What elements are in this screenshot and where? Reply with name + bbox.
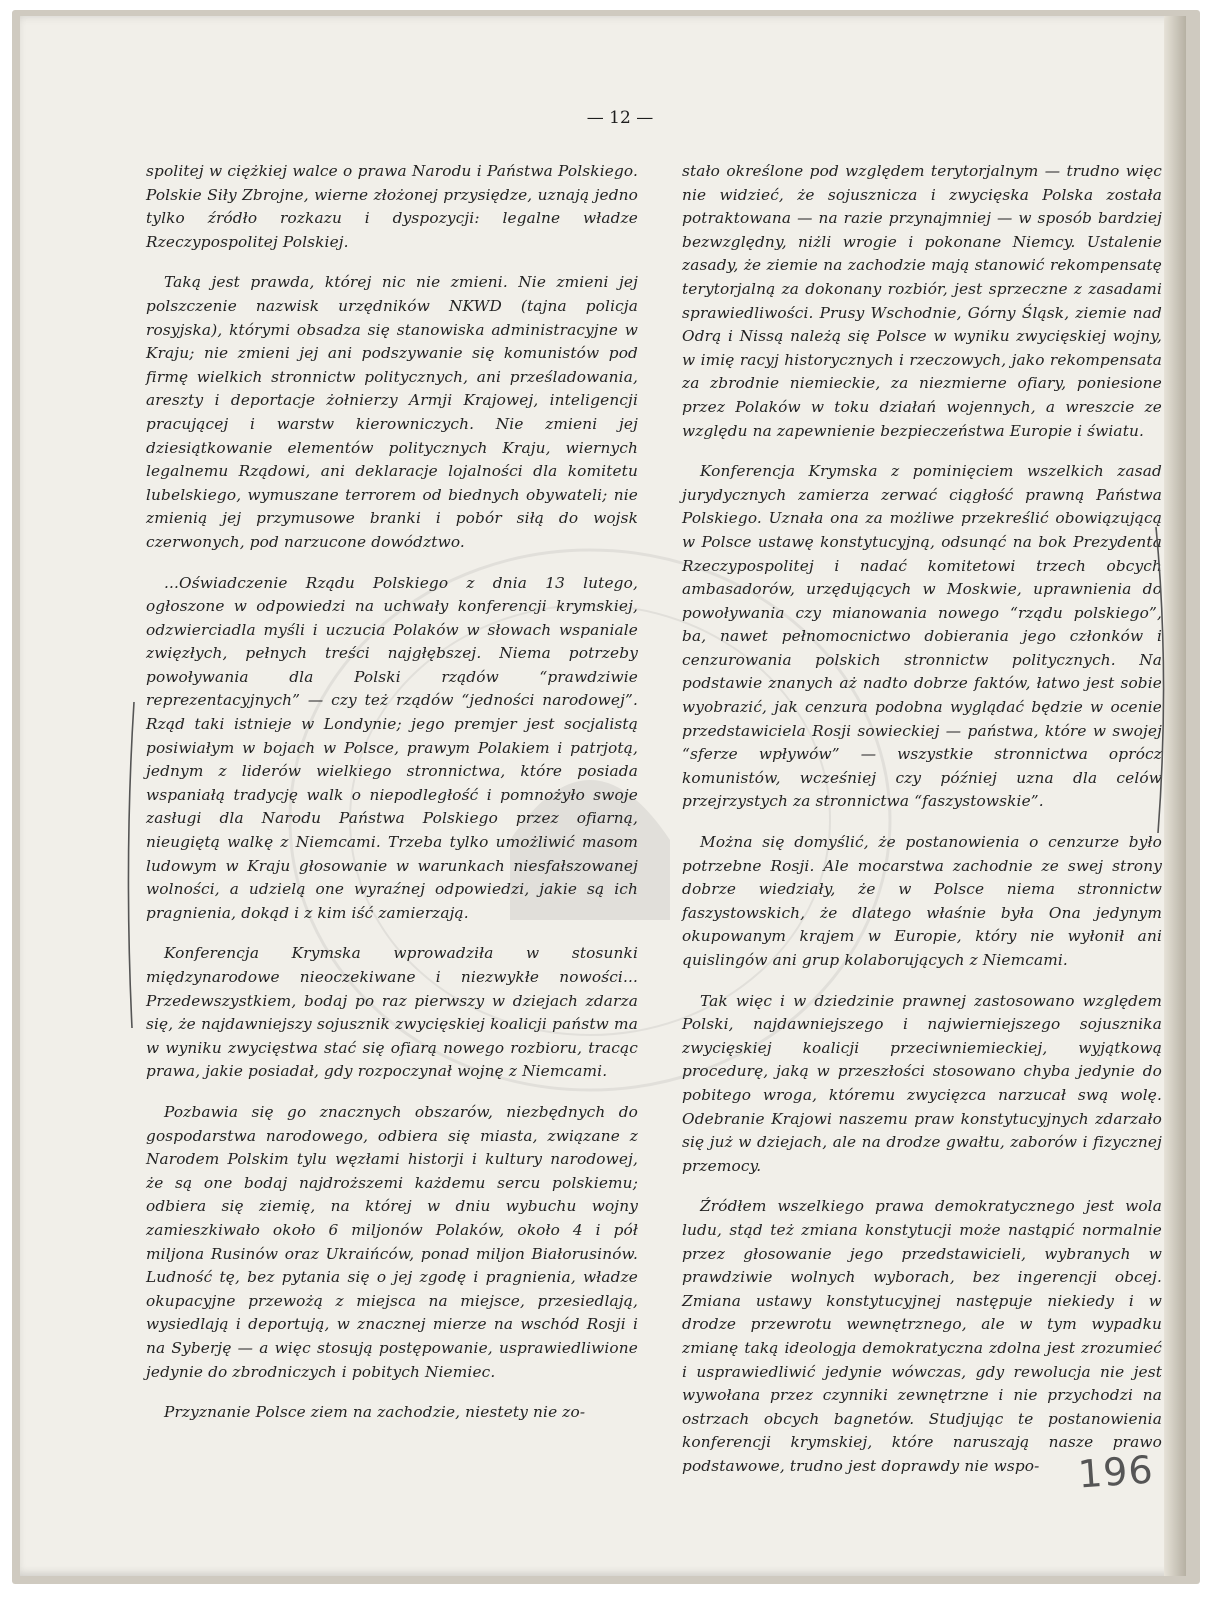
right-column <box>682 160 1162 1495</box>
paragraph: Przyznanie Polsce ziem na zachodzie, niestety nie zo- <box>164 1403 586 1422</box>
page-number: — 12 — <box>586 108 654 128</box>
paragraph: Tak więc i w dziedzinie prawnej zastosowano względem Polski, najdawniejszego i najwierniejszego sojusznika zwycięskiej koalicji przeciwniemieckiej, wyjątkową procedurę, jaką w przeszłości stosowano chyba jedynie do pobitego wroga, któremu zwycięzca narzucał swą wolę. Odebranie Krajowi naszemu praw konstytucyjnych zdarzało się już w dziejach, ale na drodze gwałtu, zaborów i fizycznej przemocy. <box>682 991 1162 1175</box>
paragraph: Można się domyślić, że postanowienia o cenzurze było potrzebne Rosji. Ale mocarstwa zachodnie ze swej strony dobrze wiedziały, że w Polsce niema stronnictw faszystowskich, że dlatego właśnie była Ona jedynym okupowanym krajem w Europie, który nie wyłonił ani quislingów ani grup kolaborujących z Niemcami. <box>682 833 1162 969</box>
paragraph: stało określone pod względem terytorjalnym — trudno więc nie widzieć, że sojusznicza i zwycięska Polska została potraktowana — na razie przynajmniej — w sposób bardziej bezwzględny, niżli wrogie i pokonane Niemcy. Ustalenie zasady, że ziemie na zachodzie mają stanowić rekompensatę terytorjalną za dokonany rozbiór, jest sprzeczne z zasadami sprawiedliwości. Prusy Wschodnie, Górny Śląsk, ziemie nad Odrą i Nissą należą się Polsce w wyniku zwycięskiej wojny, w imię racyj historycznych i rzeczowych, jako rekompensata za zbrodnie niemieckie, za niezmierne ofiary, poniesione przez Polaków w toku działań wojennych, a wreszcie ze względu na zapewnienie bezpieczeństwa Europie i światu. <box>682 162 1162 440</box>
paragraph: Konferencja Krymska z pominięciem wszelkich zasad jurydycznych zamierza zerwać ciągłość prawną Państwa Polskiego. Uznała ona za możliwe przekreślić obowiązującą w Polsce ustawę konstytucyjną, odsunąć na bok Prezydenta Rzeczypospolitej i nadać komitetowi trzech obcych ambasadorów, urzędujących w Moskwie, uprawnienia do powoływania czy mianowania nowego “rządu polskiego”, ba, nawet pełnomocnictwo dobierania jego członków i cenzurowania polskich stronnictw politycznych. Na podstawie znanych aż nadto dobrze faktów, łatwo jest sobie wyobrazić, jak cenzura podobna wyglądać będzie w ocenie przedstawiciela Rosji sowieckiej — państwa, które w swojej “sferze wpływów” — wszystkie stronnictwa oprócz komunistów, wcześniej czy później uzna dla celów przejrzystych za stronnictwa “faszystowskie”. <box>682 462 1162 811</box>
paragraph: Konferencja Krymska wprowadziła w stosunki międzynarodowe nieoczekiwane i niezwykłe nowości... Przedewszystkiem, bodaj po raz pierwszy w dziejach zdarza się, że najdawniejszy sojusznik zwycięskiej koalicji państw ma w wyniku zwycięstwa stać się ofiarą nowego rozbioru, tracąc prawa, jakie posiadał, gdy rozpoczynał wojnę z Niemcami. <box>146 944 638 1081</box>
paragraph: Źródłem wszelkiego prawa demokratycznego jest wola ludu, stąd też zmiana konstytucji może nastąpić normalnie przez głosowanie jego przedstawicieli, wybranych w prawdziwie wolnych wyborach, bez ingerencji obcej. Zmiana ustawy konstytucyjnej następuje niekiedy i w drodze przewrotu wewnętrznego, ale w tym wypadku zmianę taką ideologja demokratyczna zdolna jest zrozumieć i usprawiedliwić jedynie wówczas, gdy rewolucja nie jest wywołana przez czynniki zewnętrzne i nie przychodzi na ostrzach obcych bagnetów. Studjując te postanowienia konferencji krymskiej, które naruszają nasze prawo podstawowe, trudno jest doprawdy nie wspo- <box>682 1197 1162 1475</box>
paragraph: Taką jest prawda, której nic nie zmieni. Nie zmieni jej polszczenie nazwisk urzędników NKWD (tajna policja rosyjska), którymi obsadza się stanowiska administracyjne w Kraju; nie zmieni jej ani podszywanie się komunistów pod firmę wielkich stronnictw politycznych, ani prześladowania, aresztу i deportacje żołnierzy Armji Krajowej, inteligencji pracującej i warstw kierowniczych. Nie zmieni jej dziesiątkowanie elementów politycznych Kraju, wiernych legalnemu Rządowi, ani deklaracje lojalności dla komitetu lubelskiego, wymuszane terrorem od biednych obywateli; nie zmienią jej przymusowe branki i pobór siłą do wojsk czerwonych, pod narzucone dowództwo. <box>146 273 638 551</box>
paragraph: spolitej w ciężkiej walce o prawa Narodu i Państwa Polskiego. Polskie Siły Zbrojne, wierne złożonej przysiędze, uznają jedno tylko źródło rozkazu i dyspozycji: legalne władze Rzeczypospolitej Polskiej. <box>146 162 638 251</box>
left-column <box>146 160 638 1442</box>
handwritten-folio-number: 196 <box>1076 1447 1155 1497</box>
paragraph: Pozbawia się go znacznych obszarów, niezbędnych do gospodarstwa narodowego, odbiera się miasta, związane z Narodem Polskim tylu węzłami historji i kultury narodowej, że są one bodaj najdroższemi każdemu sercu polskiemu; odbiera się ziemię, na której w dniu wybuchu wojny zamieszkiwało około 6 miljonów Polaków, około 4 i pół miljona Rusinów oraz Ukraińców, ponad miljon Białorusinów. Ludność tę, bez pytania się o jej zgodę i pragnienia, władze okupacyjne przewożą z miejsca na miejsce, przesiedlają, wysiedlają i deportują, w znacznej mierze na wschód Rosji i na Syberję — a więc stosują postępowanie, usprawiedliwione jedynie do zbrodniczych i pobitych Niemiec. <box>146 1102 638 1381</box>
page-edge-shadow <box>1164 16 1186 1576</box>
paragraph: ...Oświadczenie Rządu Polskiego z dnia 13 lutego, ogłoszone w odpowiedzi na uchwały konferencji krymskiej, odzwierciadla myśli i uczucia Polaków w słowach wspaniale zwięzłych, pełnych treści najgłębszej. Niema potrzeby powoływania dla Polski rządów “prawdziwie reprezentacyjnych” — czy też rządów “jedności narodowej”. Rząd taki istnieje w Londynie; jego premjer jest socjalistą posiwiałym w bojach w Polsce, prawym Polakiem i patrjotą, jednym z liderów wielkiego stronnictwa, które posiada wspaniałą tradycję walk o niepodległość i pomnożyło swoje zasługi dla Narodu Państwa Polskiego przez ofiarną, nieugiętą walkę z Niemcami. Trzeba tylko umożliwić masom ludowym w Kraju głosowanie w warunkach niesfałszowanej wolności, a udzielą one wyraźnej odpowiedzi, jakie są ich pragnienia, dokąd i z kim iść zamierzają. <box>146 573 638 922</box>
